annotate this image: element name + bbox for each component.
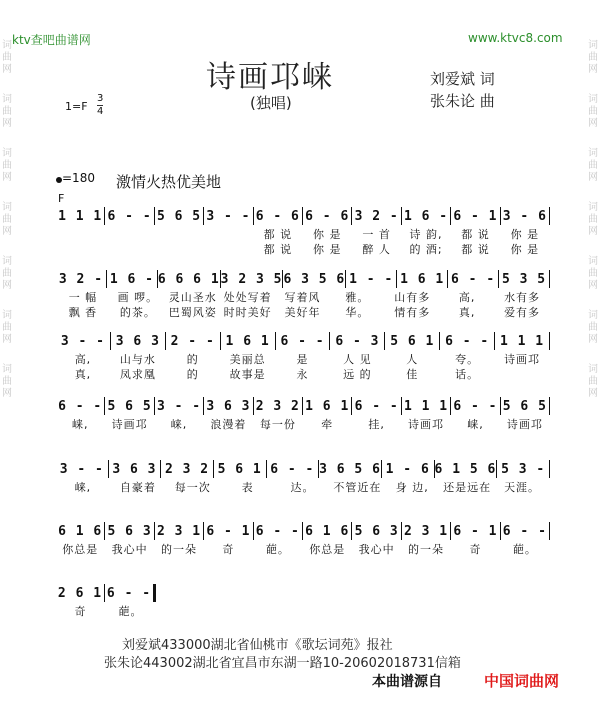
lyric-syllable <box>204 227 252 242</box>
watermark-glyph: 网 <box>588 280 598 291</box>
lyric-syllable: 诗画邛 <box>506 418 543 431</box>
lyric-syllable: 雅。 <box>345 291 370 304</box>
lyric-syllable: 崃, <box>467 418 484 431</box>
lyric-line-verse1 <box>56 417 550 432</box>
lyric-syllable: 你 是 <box>312 243 342 256</box>
lyric-syllable: 浪漫着 <box>210 418 247 431</box>
measure: 6 - - <box>451 271 496 287</box>
footer-composer-address: 张朱论443002湖北省宜昌市东湖一路10-20602018731信箱 <box>104 656 461 671</box>
note-line <box>56 395 550 417</box>
measure: 6 - - <box>270 461 315 477</box>
lyric-syllable: 飘 香 <box>68 306 98 319</box>
lyric-syllable: 山有多 <box>394 291 431 304</box>
note-line <box>56 268 550 290</box>
watermark-glyph: 网 <box>2 118 12 129</box>
lyric-syllable: 你总是 <box>62 543 99 556</box>
watermark-glyph: 词 <box>2 364 12 375</box>
song-title: 诗画邛崃 <box>206 60 334 95</box>
song-subtitle: (独唱) <box>250 94 292 112</box>
lyric-syllable: 永 <box>296 368 309 381</box>
bar-line <box>549 522 550 540</box>
watermark-glyph: 曲 <box>2 52 12 63</box>
measure: 3 6 3 <box>206 398 251 414</box>
measure: 3 6 3 <box>115 333 160 349</box>
watermark-glyph: 词 <box>2 148 12 159</box>
lyric-syllable: 爱有多 <box>504 306 541 319</box>
watermark-glyph: 曲 <box>588 376 598 387</box>
score-row <box>56 205 550 257</box>
lyric-syllable <box>105 242 153 257</box>
measure: 5 6 3 <box>354 523 399 539</box>
lyric-syllable <box>495 367 549 382</box>
lyric-syllable: 你总是 <box>309 543 346 556</box>
composer-credit: 张朱论 曲 <box>430 92 495 110</box>
lyric-syllable: 故事是 <box>229 368 266 381</box>
lyric-syllable: 画 啰。 <box>117 291 159 304</box>
watermark-glyph: 词 <box>588 148 598 159</box>
measure: 6 - - <box>445 333 490 349</box>
measure: 6 - - <box>255 523 300 539</box>
lyric-syllable: 佳 <box>406 368 419 381</box>
watermark-glyph: 网 <box>2 334 12 345</box>
lyric-line-verse1 <box>56 604 156 619</box>
site-url-right: www.ktvc8.com <box>468 31 563 45</box>
lyric-syllable: 我心中 <box>111 543 148 556</box>
watermark-glyph: 词 <box>588 310 598 321</box>
measure: 3 - 6 <box>502 208 547 224</box>
watermark-glyph: 曲 <box>588 52 598 63</box>
lyric-syllable: 奇 <box>74 605 87 618</box>
lyric-syllable: 达。 <box>290 481 315 494</box>
watermark-glyph: 网 <box>2 64 12 75</box>
lyric-syllable: 挂, <box>368 418 385 431</box>
lyric-syllable: 诗画邛 <box>111 418 148 431</box>
lyric-syllable: 奇 <box>469 543 482 556</box>
watermark-glyph: 网 <box>2 172 12 183</box>
source-label: 本曲谱源自 <box>372 674 442 690</box>
watermark-glyph: 网 <box>588 226 598 237</box>
lyric-syllable: 每一次 <box>174 481 211 494</box>
watermark-glyph: 网 <box>2 280 12 291</box>
bar-line <box>549 397 550 415</box>
source-site-link[interactable]: 中国词曲网 <box>484 672 560 690</box>
lyric-line-verse2 <box>56 242 550 257</box>
lyric-syllable: 天涯。 <box>504 481 541 494</box>
measure: 2 6 1 <box>57 585 103 601</box>
lyric-syllable: 情有多 <box>394 306 431 319</box>
measure: 3 - - <box>60 333 106 349</box>
measure: 6 - - <box>453 398 498 414</box>
watermark-glyph: 网 <box>588 334 598 345</box>
lyric-syllable: 都 说 <box>461 243 490 256</box>
measure: 5 6 5 <box>502 398 547 414</box>
lyric-syllable: 都 说 <box>263 228 293 241</box>
measure: 3 - - <box>206 208 251 224</box>
measure: 6 1 5 6 <box>434 461 497 477</box>
lyricist-credit: 刘爱斌 词 <box>430 70 495 88</box>
lyric-syllable: 话。 <box>455 368 480 381</box>
lyric-syllable: 的茶。 <box>119 306 156 319</box>
lyric-syllable: 你 是 <box>510 228 540 241</box>
lyric-syllable: 葩。 <box>512 543 537 556</box>
note-line <box>56 582 156 604</box>
score-row <box>56 268 550 320</box>
watermark-glyph: 曲 <box>2 106 12 117</box>
watermark-glyph: 词 <box>588 364 598 375</box>
lyric-line-verse1 <box>56 352 550 367</box>
lyric-syllable: 诗画邛 <box>408 418 445 431</box>
measure: 2 3 2 <box>255 398 300 414</box>
measure: 1 6 - <box>109 271 154 287</box>
measure: 6 - 6 <box>255 208 300 224</box>
lyric-syllable <box>105 227 153 242</box>
measure: 1 1 1 <box>500 333 545 349</box>
time-signature <box>97 93 103 118</box>
watermark-glyph: 网 <box>588 388 598 399</box>
watermark-glyph: 曲 <box>2 214 12 225</box>
lyric-syllable: 崃, <box>170 418 188 431</box>
lyric-syllable: 崃, <box>74 481 92 494</box>
watermark-right <box>588 40 604 418</box>
lyric-syllable: 表 <box>241 481 254 494</box>
site-name-left: ktv查吧曲谱网 <box>12 33 91 47</box>
measure: 6 3 5 6 <box>283 271 346 287</box>
lyric-syllable: 你 是 <box>312 228 342 241</box>
lyric-syllable: 华。 <box>345 306 370 319</box>
measure: 5 3 - <box>501 461 546 477</box>
measure: 6 1 6 <box>58 523 103 539</box>
measure: 6 - - <box>354 398 399 414</box>
key-signature: 1=F <box>65 100 88 113</box>
lyric-syllable: 的 酒; <box>409 243 443 256</box>
chord-symbol: F <box>58 192 65 205</box>
lyric-syllable: 身 边, <box>395 481 429 494</box>
lyric-syllable: 一 幅 <box>68 291 98 304</box>
measure: 6 - - <box>502 523 547 539</box>
bar-line <box>549 332 550 350</box>
lyric-syllable <box>56 242 104 257</box>
lyric-syllable: 凤求凰 <box>119 368 156 381</box>
lyric-syllable: 人 见 <box>343 353 372 366</box>
watermark-glyph: 曲 <box>2 160 12 171</box>
measure: 5 6 5 <box>107 398 152 414</box>
measure: 2 3 2 <box>164 461 210 477</box>
watermark-glyph: 曲 <box>588 322 598 333</box>
measure: 1 1 1 <box>58 208 103 224</box>
note-line <box>56 520 550 542</box>
measure: 3 2 3 5 <box>220 271 283 287</box>
note-line <box>56 330 550 352</box>
lyric-syllable: 人 <box>406 353 419 366</box>
lyric-syllable: 牵 <box>321 418 334 431</box>
measure: 3 2 - <box>58 271 104 287</box>
watermark-glyph: 词 <box>2 256 12 267</box>
measure: 5 3 5 <box>501 271 547 287</box>
lyric-syllable: 山与水 <box>119 353 156 366</box>
measure: 1 - - <box>349 271 394 287</box>
lyric-syllable: 你 是 <box>510 243 540 256</box>
score-row <box>56 458 550 495</box>
watermark-glyph: 曲 <box>588 160 598 171</box>
lyric-syllable: 我心中 <box>358 543 395 556</box>
watermark-glyph: 曲 <box>588 214 598 225</box>
measure: 6 - - <box>58 398 103 414</box>
lyric-syllable: 真, <box>74 368 92 381</box>
score-row <box>56 395 550 432</box>
lyric-syllable: 葩。 <box>118 605 143 618</box>
lyric-syllable: 的 <box>186 368 199 381</box>
watermark-glyph: 网 <box>2 226 12 237</box>
watermark-glyph: 网 <box>588 172 598 183</box>
lyric-line-verse2 <box>56 305 550 320</box>
time-signature-bottom: 4 <box>97 106 104 117</box>
watermark-glyph: 网 <box>588 64 598 75</box>
watermark-glyph: 词 <box>588 202 598 213</box>
measure: 6 - 3 <box>335 333 380 349</box>
watermark-glyph: 词 <box>2 202 12 213</box>
lyric-syllable: 真, <box>458 306 476 319</box>
measure: 6 6 6 1 <box>157 271 220 287</box>
lyric-syllable: 奇 <box>222 543 235 556</box>
watermark-glyph: 曲 <box>2 268 12 279</box>
watermark-glyph: 词 <box>2 310 12 321</box>
lyric-syllable: 葩。 <box>265 543 290 556</box>
lyric-line-verse1 <box>56 227 550 242</box>
measure: 6 - 1 <box>453 208 498 224</box>
lyric-syllable: 高, <box>74 353 92 366</box>
score-row <box>56 330 550 382</box>
score-row <box>56 520 550 557</box>
lyric-syllable: 写着风 <box>284 291 321 304</box>
lyric-syllable: 巴蜀风姿 <box>168 306 217 319</box>
lyric-line-verse1 <box>56 290 550 305</box>
lyric-syllable: 自豪着 <box>119 481 156 494</box>
measure: 3 2 - <box>354 208 399 224</box>
lyric-syllable: 一 首 <box>362 228 391 241</box>
measure: 5 6 1 <box>390 333 435 349</box>
lyric-syllable: 是 <box>296 353 309 366</box>
lyric-syllable: 的一朵 <box>408 543 445 556</box>
measure: 6 - 1 <box>206 523 251 539</box>
tempo-marking: =180 <box>62 171 95 185</box>
lyric-syllable: 诗画邛 <box>504 353 541 366</box>
lyric-syllable: 夸。 <box>455 353 480 366</box>
lyric-syllable: 诗 韵, <box>409 228 443 241</box>
lyric-syllable: 的 <box>186 353 199 366</box>
watermark-left <box>2 40 18 418</box>
lyric-line-verse2 <box>56 367 550 382</box>
footer-lyricist-address: 刘爱斌433000湖北省仙桃市《歌坛词苑》报社 <box>122 638 393 653</box>
measure: 3 - - <box>156 398 202 414</box>
measure: 3 - - <box>59 461 104 477</box>
lyric-syllable: 都 说 <box>461 228 490 241</box>
measure: 5 6 1 <box>217 461 262 477</box>
lyric-syllable: 崃, <box>71 418 89 431</box>
measure: 1 - 6 <box>385 461 430 477</box>
score-row <box>56 582 156 619</box>
watermark-glyph: 词 <box>588 94 598 105</box>
watermark-glyph: 词 <box>2 40 12 51</box>
lyric-syllable <box>204 242 252 257</box>
watermark-glyph: 网 <box>588 118 598 129</box>
measure: 2 - - <box>170 333 215 349</box>
watermark-glyph: 曲 <box>2 376 12 387</box>
expression-marking: 激情火热优美地 <box>116 173 222 191</box>
lyric-syllable <box>56 227 104 242</box>
watermark-glyph: 曲 <box>2 322 12 333</box>
lyric-syllable <box>155 242 203 257</box>
measure: 5 6 3 <box>107 523 152 539</box>
measure: 1 6 1 <box>225 333 270 349</box>
watermark-glyph: 词 <box>588 256 598 267</box>
lyric-syllable: 灵山圣水 <box>168 291 217 304</box>
measure: 6 - - <box>280 333 325 349</box>
lyric-syllable: 时时美好 <box>223 306 272 319</box>
measure: 1 6 - <box>403 208 449 224</box>
lyric-syllable: 的一朵 <box>161 543 198 556</box>
watermark-glyph: 网 <box>2 388 12 399</box>
lyric-syllable: 处处写着 <box>223 291 272 304</box>
lyric-syllable: 水有多 <box>504 291 541 304</box>
measure: 6 - - <box>106 585 152 601</box>
lyric-syllable: 每一份 <box>259 418 296 431</box>
lyric-line-verse1 <box>56 480 550 495</box>
lyric-syllable: 美丽总 <box>229 353 266 366</box>
measure: 3 6 3 <box>112 461 157 477</box>
watermark-glyph: 曲 <box>588 268 598 279</box>
time-signature-top: 3 <box>97 93 104 104</box>
measure: 2 3 1 <box>403 523 449 539</box>
bar-line <box>153 584 156 602</box>
lyric-syllable: 高, <box>458 291 476 304</box>
lyric-syllable: 还是远在 <box>443 481 492 494</box>
note-line <box>56 205 550 227</box>
lyric-syllable: 远 的 <box>343 368 372 381</box>
watermark-glyph: 曲 <box>588 106 598 117</box>
measure: 3 6 5 6 <box>319 461 381 477</box>
note-line <box>56 458 550 480</box>
lyric-syllable: 醉 人 <box>362 243 391 256</box>
bar-line <box>549 460 550 478</box>
measure: 6 1 6 <box>305 523 350 539</box>
bar-line <box>549 270 550 288</box>
measure: 1 6 1 <box>400 271 445 287</box>
lyric-syllable: 美好年 <box>284 306 321 319</box>
measure: 2 3 1 <box>156 523 202 539</box>
bar-line <box>549 207 550 225</box>
lyric-syllable: 都 说 <box>263 243 293 256</box>
measure: 5 6 5 <box>156 208 202 224</box>
measure: 6 - - <box>107 208 152 224</box>
watermark-glyph: 词 <box>2 94 12 105</box>
lyric-syllable: 不管近在 <box>333 481 382 494</box>
lyric-syllable <box>155 227 203 242</box>
measure: 1 1 1 <box>403 398 449 414</box>
measure: 1 6 1 <box>305 398 350 414</box>
lyric-line-verse1 <box>56 542 550 557</box>
measure: 6 - 6 <box>305 208 350 224</box>
measure: 6 - 1 <box>453 523 498 539</box>
watermark-glyph: 词 <box>588 40 598 51</box>
